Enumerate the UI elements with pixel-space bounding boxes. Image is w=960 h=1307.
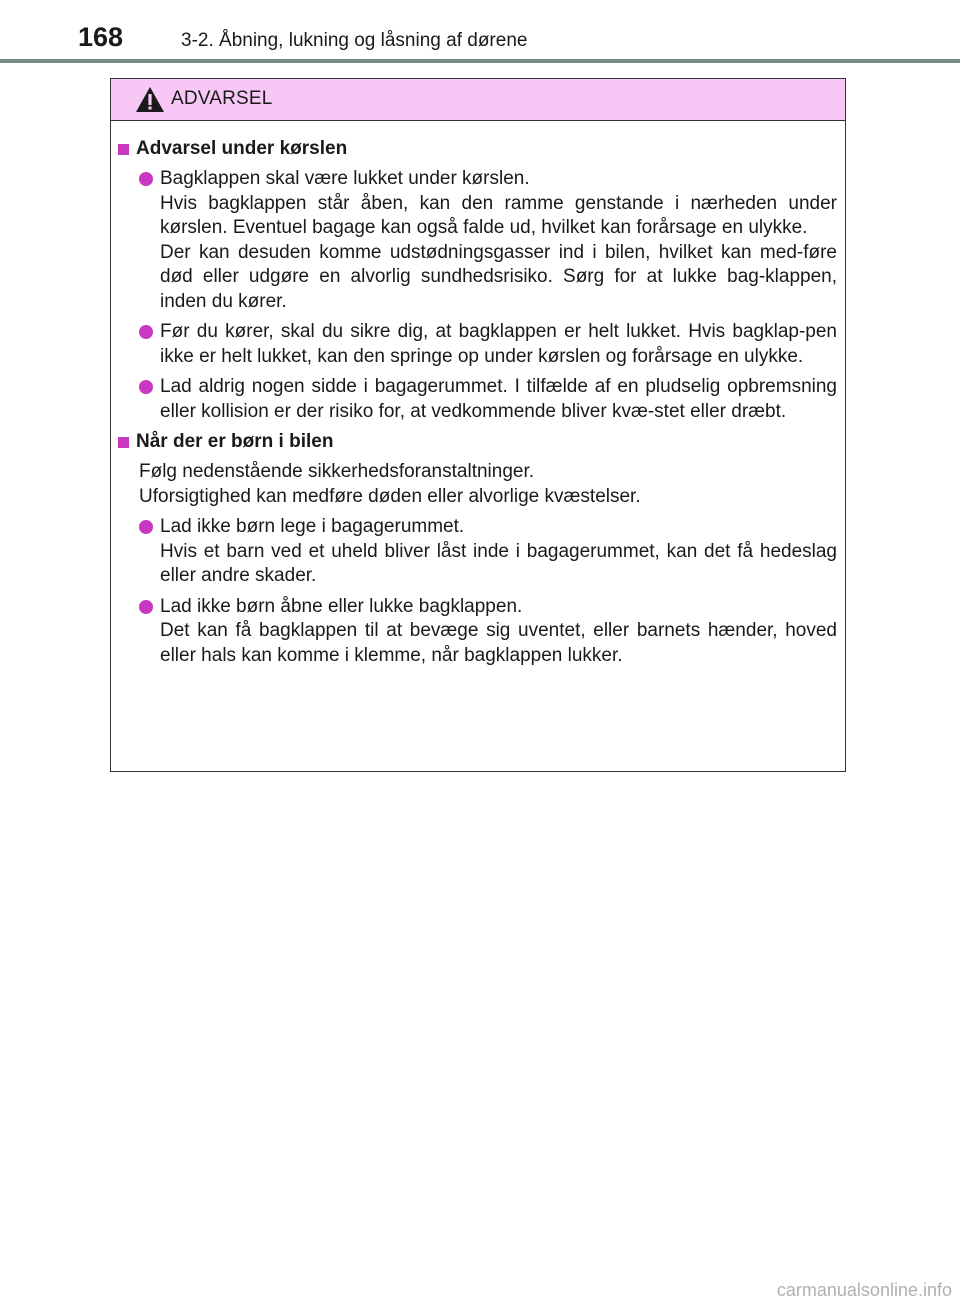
circle-bullet-icon <box>139 172 153 186</box>
header-rule <box>0 59 960 63</box>
item-line: Før du kører, skal du sikre dig, at bagklappen er helt lukket. Hvis bagklap-pen ikke er helt lukket, kan den springe op under kørslen og forårsage en ulykke. <box>160 321 837 367</box>
section-heading <box>115 137 837 161</box>
page-number: 168 <box>78 22 124 52</box>
warning-label: ADVARSEL <box>171 88 273 109</box>
list-item <box>115 375 837 424</box>
warning-box <box>110 78 846 772</box>
list-item <box>115 167 837 314</box>
warning-triangle-icon <box>135 86 165 113</box>
list-item <box>115 515 837 589</box>
item-line: Der kan desuden komme udstødningsgasser ind i bilen, hvilket kan med-føre død eller udgøre en alvorlig sundhedsrisiko. Sørg for at lukke bag-klappen, inden du kører. <box>160 241 837 312</box>
item-line: Det kan få bagklappen til at bevæge sig uventet, eller barnets hænder, hoved eller hals kan komme i klemme, når bagklappen lukker. <box>160 620 837 666</box>
circle-bullet-icon <box>139 325 153 339</box>
intro-text <box>139 460 837 509</box>
list-item <box>115 320 837 369</box>
list-item <box>115 595 837 669</box>
item-line: Lad ikke børn åbne eller lukke bagklappen. <box>160 595 523 617</box>
section-heading-text: Når der er børn i bilen <box>136 431 334 452</box>
warning-body <box>111 121 845 668</box>
square-bullet-icon <box>118 437 129 448</box>
item-line: Lad aldrig nogen sidde i bagagerummet. I tilfælde af en pludselig opbremsning eller kollision er der risiko for, at vedkommende bliver kvæ-stet eller dræbt. <box>160 376 837 422</box>
item-line: Lad ikke børn lege i bagagerummet. <box>160 516 465 537</box>
circle-bullet-icon <box>139 380 153 394</box>
section-title: 3-2. Åbning, lukning og låsning af dørene <box>181 30 528 51</box>
watermark: carmanualsonline.info <box>776 1280 952 1300</box>
circle-bullet-icon <box>139 600 153 614</box>
page-header <box>0 0 960 70</box>
circle-bullet-icon <box>139 520 153 534</box>
section-heading <box>115 430 837 454</box>
warning-header <box>111 79 845 121</box>
item-line: Bagklappen skal være lukket under kørslen. <box>160 168 530 189</box>
item-line: Hvis bagklappen står åben, kan den ramme genstande i nærheden under kørslen. Eventuel bagage kan også falde ud, hvilket kan forårsage en ulykke. <box>160 192 837 238</box>
intro-line: Uforsigtighed kan medføre døden eller alvorlige kvæstelser. <box>139 485 641 507</box>
item-line: Hvis et barn ved et uheld bliver låst inde i bagagerummet, kan det få hedeslag eller andre skader. <box>160 540 837 586</box>
intro-line: Følg nedenstående sikkerhedsforanstaltninger. <box>139 461 535 482</box>
section-heading-text: Advarsel under kørslen <box>136 138 348 159</box>
square-bullet-icon <box>118 144 129 155</box>
